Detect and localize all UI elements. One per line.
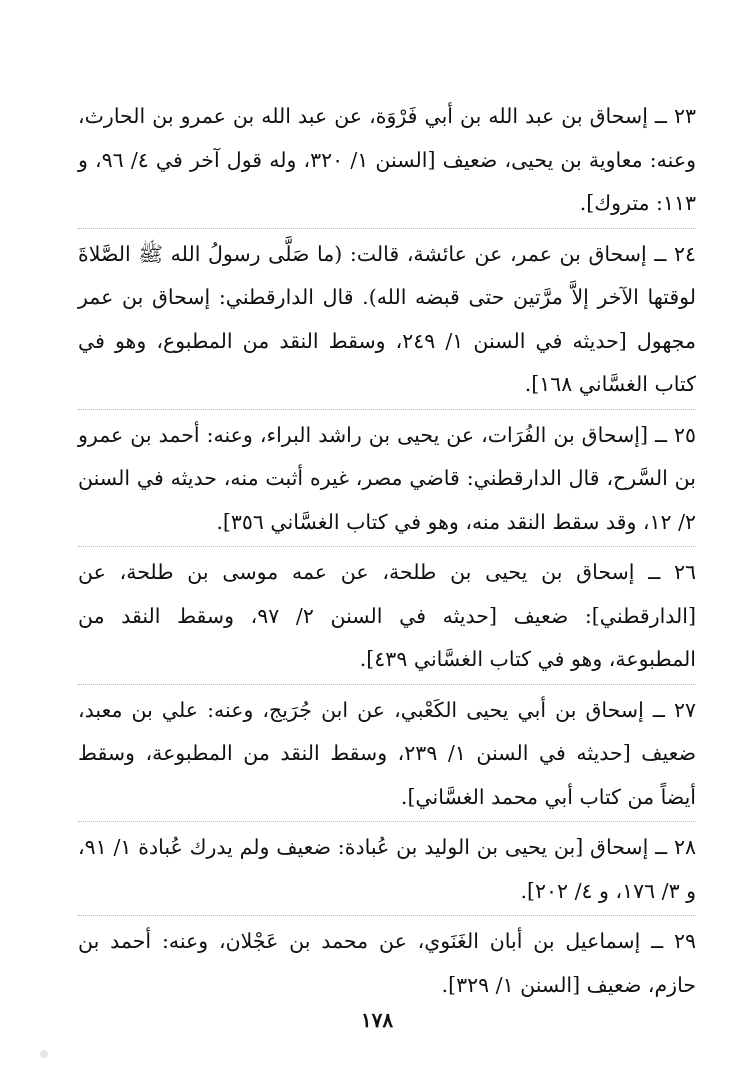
- entry-27: [78, 689, 696, 823]
- entry-separator: [78, 546, 696, 547]
- entry-text: ٢٧ ــ إسحاق بن أبي يحيى الكَعْبي، عن ابن جُرَيج، وعنه: علي بن معبد، ضعيف [حديثه في السنن ١/ ٢٣٩، وسقط النقد من المطبوعة، وسقط أيضاً من كتاب أبي محمد الغسَّاني].: [78, 697, 696, 809]
- entry-25: [78, 414, 696, 548]
- entry-text: ٢٦ ــ إسحاق بن يحيى بن طلحة، عن عمه موسى بن طلحة، عن [الدارقطني]: ضعيف [حديثه في السنن ٢/ ٩٧، وسقط النقد من المطبوعة، وهو في كتاب الغسَّاني ٤٣٩].: [78, 560, 696, 671]
- entry-separator: [78, 228, 696, 229]
- entry-23: [78, 95, 696, 229]
- entry-text: ٢٥ ــ [إسحاق بن الفُرَات، عن يحيى بن راشد البراء، وعنه: أحمد بن عمرو بن السَّرح، قال الدارقطني: قاضي مصر، غيره أثبت منه، حديثه في السنن ٢/ ١٢، وقد سقط النقد منه، وهو في كتاب الغسَّاني ٣٥٦].: [78, 422, 696, 534]
- entry-24: [78, 233, 696, 410]
- entry-28: [78, 826, 696, 916]
- entry-separator: [78, 409, 696, 410]
- entry-separator: [78, 684, 696, 685]
- entry-text: ٢٩ ــ إسماعيل بن أبان الغَنَوي، عن محمد بن عَجْلان، وعنه: أحمد بن حازم، ضعيف [السنن ١/ ٣٢٩].: [78, 929, 696, 997]
- entry-text: ٢٤ ــ إسحاق بن عمر، عن عائشة، قالت: (ما صَلَّى رسولُ الله ﷺ الصَّلاةَ لوقتها الآخر إلاَّ مرَّتين حتى قبضه الله). قال الدارقطني: إسحاق بن عمر مجهول [حديثه في السنن ١/ ٢٤٩، وسقط النقد من المطبوع، وهو في كتاب الغسَّاني ١٦٨].: [78, 241, 696, 396]
- page-body: [78, 95, 696, 1014]
- entry-separator: [78, 915, 696, 916]
- entry-29: [78, 920, 696, 1010]
- entry-separator: [78, 821, 696, 822]
- entry-26: [78, 551, 696, 685]
- entry-text: ٢٣ ــ إسحاق بن عبد الله بن أبي فَرْوَة، عن عبد الله بن عمرو بن الحارث، وعنه: معاوية بن يحيى، ضعيف [السنن ١/ ٣٢٠، وله قول آخر في ٤/ ٩٦، و ١١٣: متروك].: [78, 104, 696, 215]
- page-number: ١٧٨: [360, 1008, 394, 1032]
- entry-text: ٢٨ ــ إسحاق [بن يحيى بن الوليد بن عُبادة: ضعيف ولم يدرك عُبادة ١/ ٩١، و ٣/ ١٧٦، و ٤/ ٢٠٢].: [78, 835, 696, 903]
- scan-dot-mark: [40, 1050, 48, 1058]
